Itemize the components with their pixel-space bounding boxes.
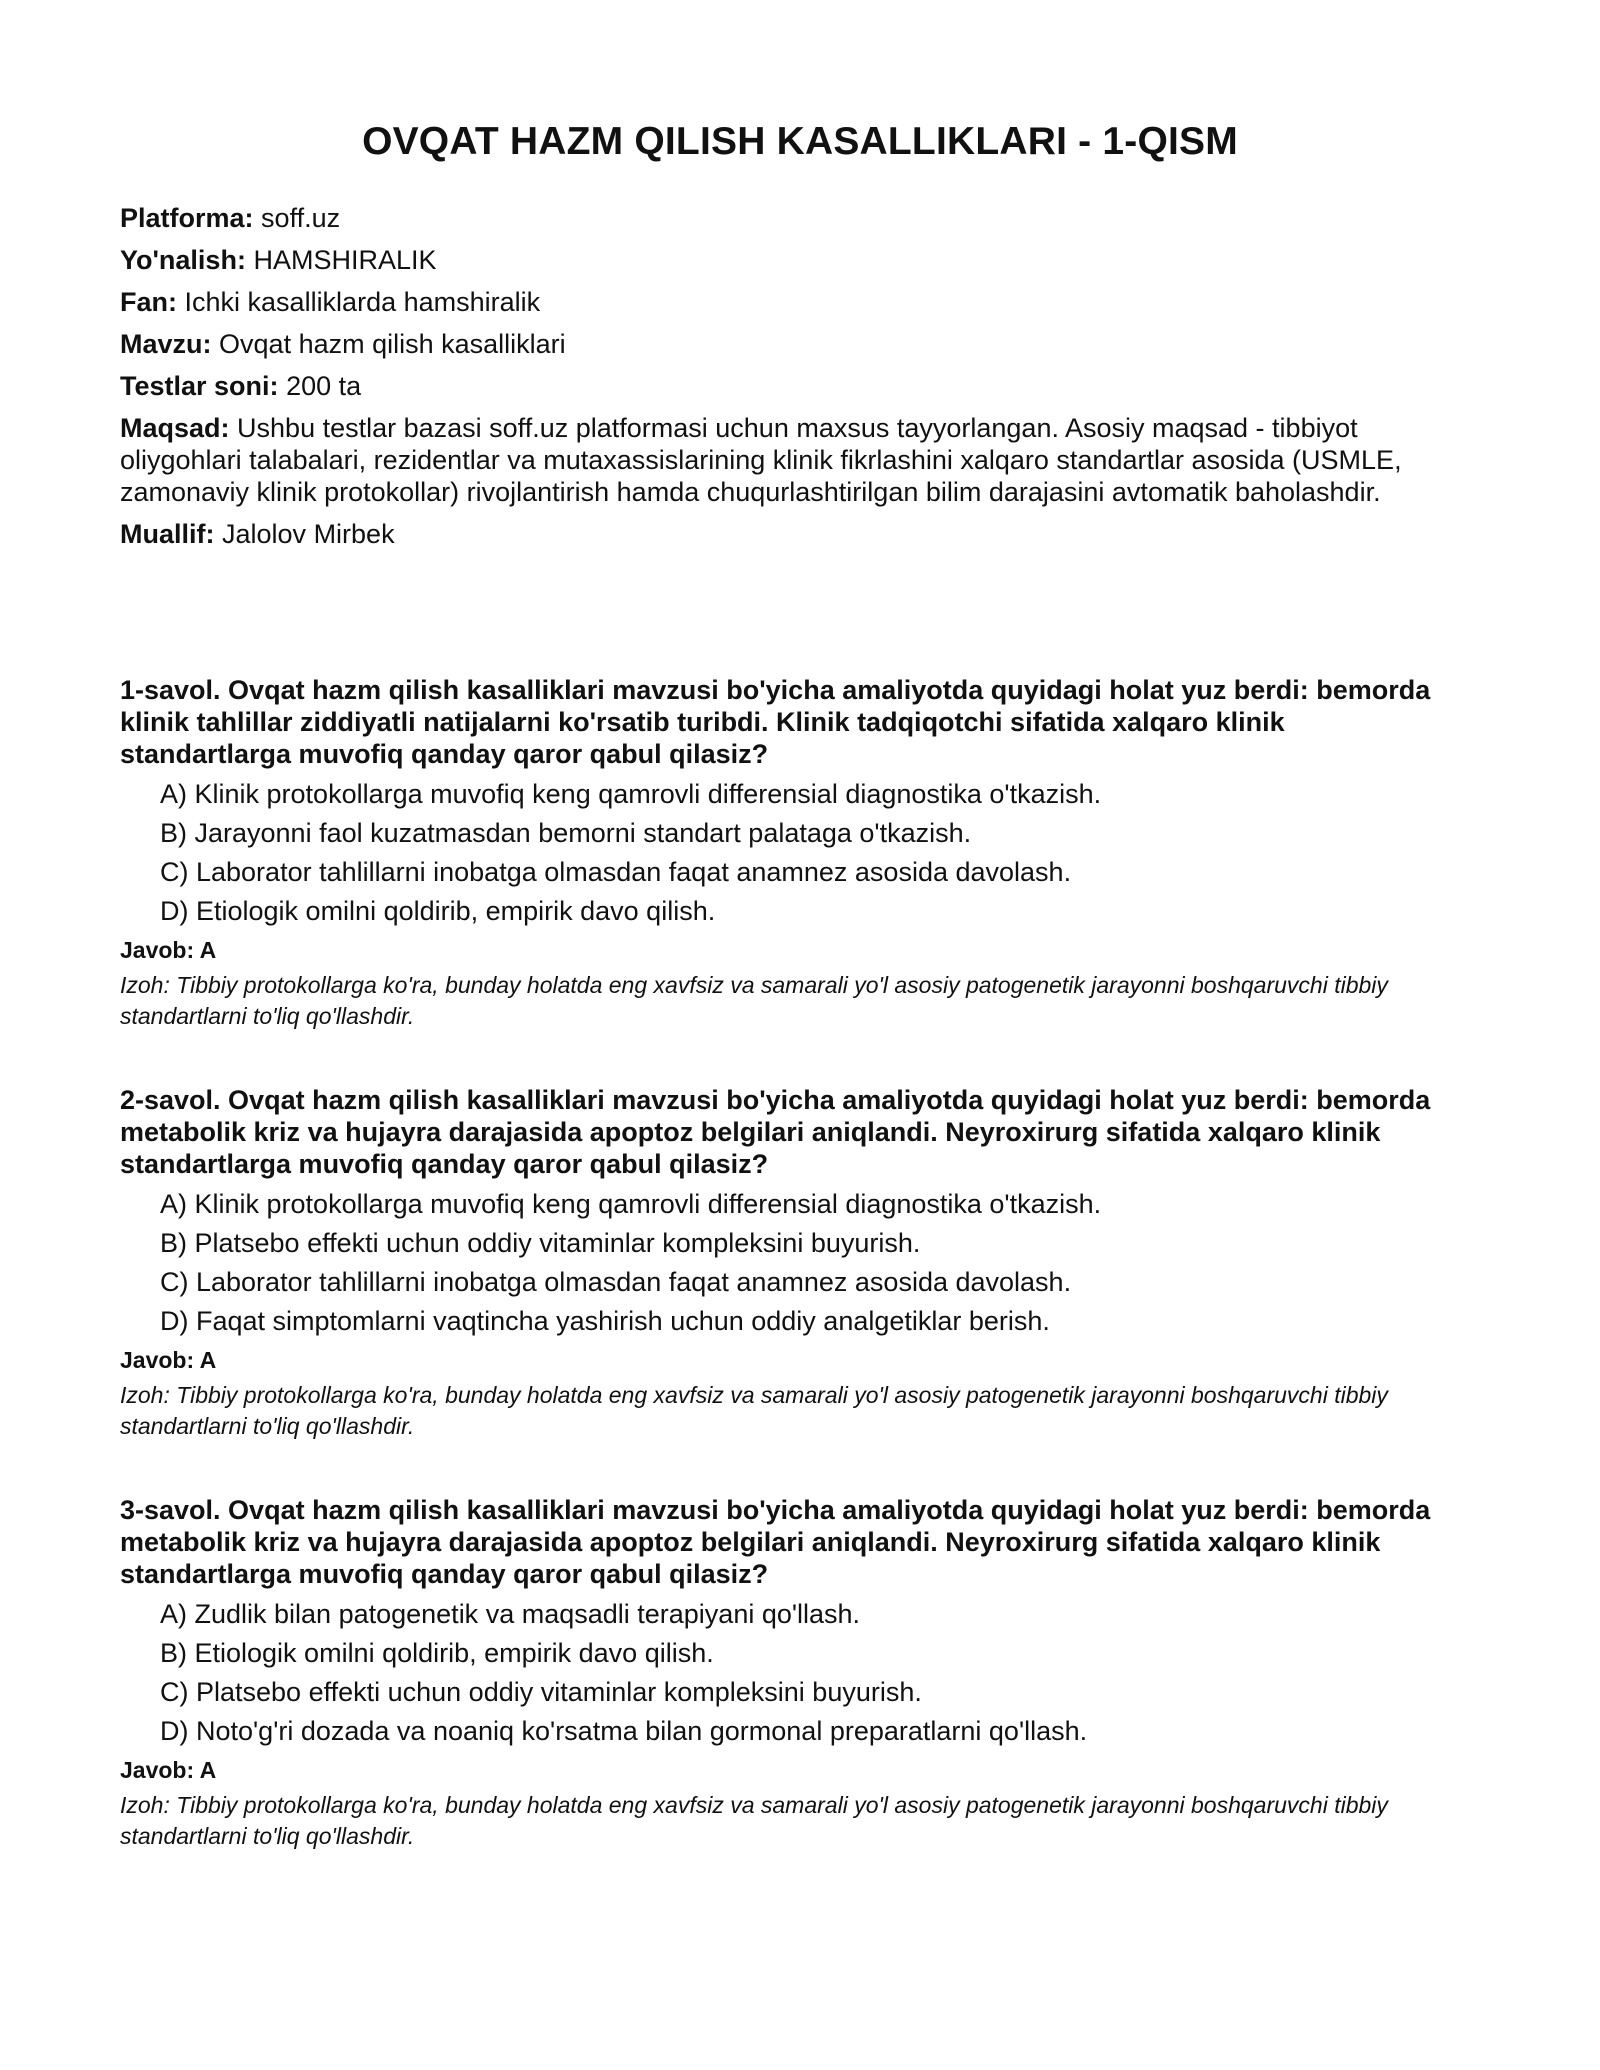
meta-label: Mavzu: — [120, 329, 212, 359]
question-text: 3-savol. Ovqat hazm qilish kasalliklari mavzusi bo'yicha amaliyotda quyidagi holat yuz berdi: bemorda metabolik kriz va hujayra darajasida apoptoz belgilari aniqlandi. Neyroxirurg sifatida xalqaro klinik standartlarga muvofiq qanday qaror qabul qilasiz? — [120, 1495, 1431, 1589]
meta-purpose — [120, 412, 1450, 508]
option-b: B) Etiologik omilni qoldirib, empirik davo qilish. — [160, 1638, 714, 1668]
meta-value: 200 ta — [286, 371, 362, 401]
question-text: 2-savol. Ovqat hazm qilish kasalliklari mavzusi bo'yicha amaliyotda quyidagi holat yuz berdi: bemorda metabolik kriz va hujayra darajasida apoptoz belgilari aniqlandi. Neyroxirurg sifatida xalqaro klinik standartlarga muvofiq qanday qaror qabul qilasiz? — [120, 1085, 1431, 1179]
meta-test-count — [120, 370, 1450, 402]
meta-value: HAMSHIRALIK — [253, 245, 437, 275]
option-list — [120, 1600, 1450, 1746]
option-c: C) Laborator tahlillarni inobatga olmasdan faqat anamnez asosida davolash. — [160, 857, 1072, 887]
question-text: 1-savol. Ovqat hazm qilish kasalliklari mavzusi bo'yicha amaliyotda quyidagi holat yuz berdi: bemorda klinik tahlillar ziddiyatli natijalarni ko'rsatib turibdi. Klinik tadqiqotchi sifatida xalqaro klinik standartlarga muvofiq qanday qaror qabul qilasiz? — [120, 675, 1431, 769]
option-c: C) Laborator tahlillarni inobatga olmasdan faqat anamnez asosida davolash. — [160, 1267, 1072, 1297]
meta-topic — [120, 328, 1450, 360]
question-block — [120, 674, 1450, 1032]
meta-label: Testlar soni: — [120, 371, 279, 401]
answer: Javob: A — [120, 1347, 217, 1373]
option-d: D) Noto'g'ri dozada va noaniq ko'rsatma bilan gormonal preparatlarni qo'llash. — [160, 1716, 1088, 1746]
explanation: Izoh: Tibbiy protokollarga ko'ra, bunday holatda eng xavfsiz va samarali yo'l asosiy patogenetik jarayonni boshqaruvchi tibbiy standartlarni to'liq qo'llashdir. — [120, 972, 1388, 1029]
meta-platform — [120, 202, 1450, 234]
document-meta — [120, 202, 1450, 560]
meta-label: Muallif: — [120, 519, 215, 549]
document-title: OVQAT HAZM QILISH KASALLIKLARI - 1-QISM — [362, 120, 1238, 163]
question-block — [120, 1084, 1450, 1442]
option-b: B) Jarayonni faol kuzatmasdan bemorni standart palataga o'tkazish. — [160, 818, 972, 848]
option-a: A) Klinik protokollarga muvofiq keng qamrovli differensial diagnostika o'tkazish. — [160, 1189, 1102, 1219]
meta-label: Yo'nalish: — [120, 245, 246, 275]
option-list — [120, 1190, 1450, 1336]
meta-label: Fan: — [120, 287, 177, 317]
option-b: B) Platsebo effekti uchun oddiy vitaminlar kompleksini buyurish. — [160, 1228, 921, 1258]
option-a: A) Zudlik bilan patogenetik va maqsadli terapiyani qo'llash. — [160, 1599, 861, 1629]
option-d: D) Etiologik omilni qoldirib, empirik davo qilish. — [160, 896, 716, 926]
answer: Javob: A — [120, 1757, 217, 1783]
answer: Javob: A — [120, 937, 217, 963]
explanation: Izoh: Tibbiy protokollarga ko'ra, bunday holatda eng xavfsiz va samarali yo'l asosiy patogenetik jarayonni boshqaruvchi tibbiy standartlarni to'liq qo'llashdir. — [120, 1792, 1388, 1849]
option-c: C) Platsebo effekti uchun oddiy vitaminlar kompleksini buyurish. — [160, 1677, 922, 1707]
meta-value: Jalolov Mirbek — [222, 519, 395, 549]
meta-value: Ovqat hazm qilish kasalliklari — [219, 329, 566, 359]
meta-value: soff.uz — [261, 203, 341, 233]
option-a: A) Klinik protokollarga muvofiq keng qamrovli differensial diagnostika o'tkazish. — [160, 779, 1102, 809]
question-block — [120, 1494, 1450, 1852]
meta-label: Maqsad: — [120, 413, 230, 443]
explanation: Izoh: Tibbiy protokollarga ko'ra, bunday holatda eng xavfsiz va samarali yo'l asosiy patogenetik jarayonni boshqaruvchi tibbiy standartlarni to'liq qo'llashdir. — [120, 1382, 1388, 1439]
meta-author — [120, 518, 1450, 550]
meta-value: Ichki kasalliklarda hamshiralik — [184, 287, 541, 317]
meta-subject — [120, 286, 1450, 318]
meta-value: Ushbu testlar bazasi soff.uz platformasi uchun maxsus tayyorlangan. Asosiy maqsad - tibbiyot oliygohlari talabalari, rezidentlar va mutaxassislarining klinik fikrlashini xalqaro standartlar asosida (USMLE, zamonaviy klinik protokollar) rivojlantirish hamda chuqurlashtirilgan bilim darajasini avtomatik baholashdir. — [120, 413, 1402, 507]
option-list — [120, 780, 1450, 926]
meta-label: Platforma: — [120, 203, 254, 233]
meta-direction — [120, 244, 1450, 276]
option-d: D) Faqat simptomlarni vaqtincha yashirish uchun oddiy analgetiklar berish. — [160, 1306, 1050, 1336]
